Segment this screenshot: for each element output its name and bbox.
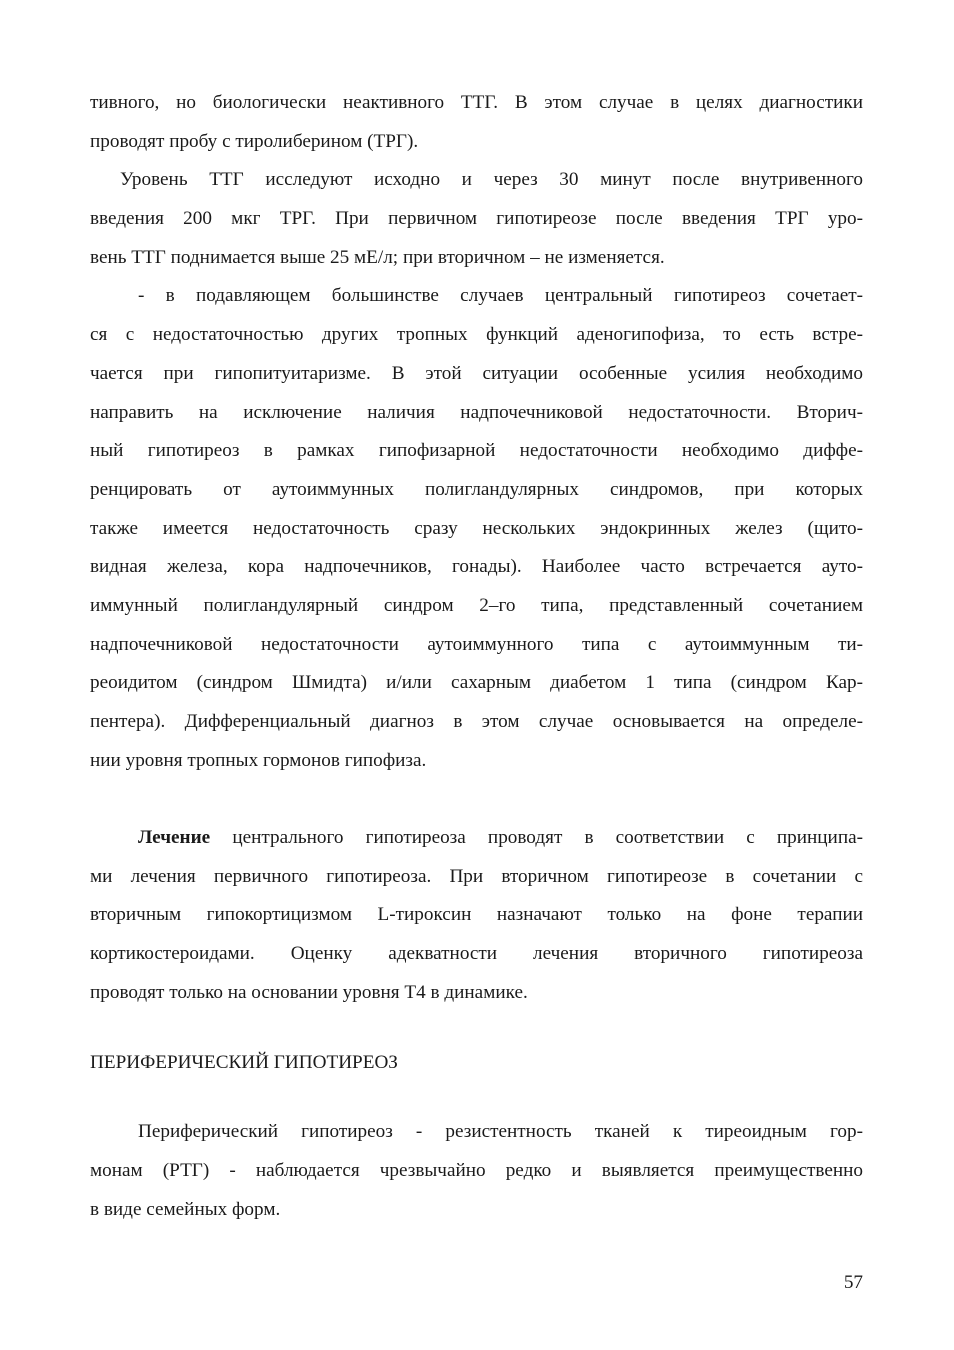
paragraph-continuation <box>90 84 863 161</box>
paragraph-treatment <box>90 819 863 1012</box>
text-line: иммунный полигландулярный синдром 2–го типа, представленный сочетанием <box>90 594 863 616</box>
text-line: также имеется недостаточность сразу нескольких эндокринных желез (щито- <box>90 517 863 539</box>
paragraph-spacer <box>90 1013 863 1044</box>
text-line: монам (РТГ) - наблюдается чрезвычайно редко и выявляется преимущественно <box>90 1159 863 1181</box>
paragraph-ttg-test <box>90 161 863 277</box>
text-line: тивного, но биологически неактивного ТТГ. В этом случае в целях диагностики <box>90 92 863 113</box>
text-line: ся с недостаточностью других тропных функций аденогипофиза, то есть встре- <box>90 324 863 346</box>
page-number: 57 <box>843 1272 863 1293</box>
text-line: вторичным гипокортицизмом L-тироксин назначают только на фоне терапии <box>90 904 863 926</box>
text-line: нии уровня тропных гормонов гипофиза. <box>90 749 427 771</box>
text-line: видная железа, кора надпочечников, гонады). Наиболее часто встречается ауто- <box>90 556 863 578</box>
text-line: ми лечения первичного гипотиреоза. При вторичном гипотиреозе в сочетании с <box>90 865 863 887</box>
text-line: Уровень ТТГ исследуют исходно и через 30 минут после внутривенного <box>120 169 863 191</box>
text-line: ренцировать от аутоиммунных полигландулярных синдромов, при которых <box>90 478 863 500</box>
paragraph-spacer <box>90 780 863 819</box>
text-line: Периферический гипотиреоз - резистентность тканей к тиреоидным гор- <box>138 1121 863 1143</box>
text-line: кортикостероидами. Оценку адекватности лечения вторичного гипотиреоза <box>90 943 863 965</box>
section-heading: ПЕРИФЕРИЧЕСКИЙ ГИПОТИРЕОЗ <box>90 1051 398 1073</box>
text-line: введения 200 мкг ТРГ. При первичном гипотиреозе после введения ТРГ уро- <box>90 208 863 230</box>
text-line: направить на исключение наличия надпочечниковой недостаточности. Вторич- <box>90 401 863 423</box>
text-line: проводят только на основании уровня Т4 в динамике. <box>90 981 528 1003</box>
paragraph-peripheral-hypothyroidism <box>90 1113 863 1229</box>
text-line: чается при гипопитуитаризме. В этой ситуации особенные усилия необходимо <box>90 362 863 384</box>
text-line: надпочечниковой недостаточности аутоиммунного типа с аутоиммунным ти- <box>90 633 863 655</box>
treatment-lead-term: Лечение <box>138 827 211 849</box>
text-line: проводят пробу с тиролиберином (ТРГ). <box>90 130 419 152</box>
paragraph-central-hypothyroidism <box>90 277 863 780</box>
text-line: ный гипотиреоз в рамках гипофизарной недостаточности необходимо диффе- <box>90 440 863 462</box>
document-page <box>90 84 863 1229</box>
text-line: реоидитом (синдром Шмидта) и/или сахарным диабетом 1 типа (синдром Кар- <box>90 672 863 694</box>
paragraph-spacer <box>90 1082 863 1113</box>
text-line: в виде семейных форм. <box>90 1198 281 1220</box>
treatment-first-line-text: центрального гипотиреоза проводят в соответствии с принципа- <box>210 827 863 849</box>
text-line: вень ТТГ поднимается выше 25 мЕ/л; при вторичном – не изменяется. <box>90 246 665 268</box>
text-line: пентера). Дифференциальный диагноз в этом случае основывается на определе- <box>90 711 863 732</box>
text-line: - в подавляющем большинстве случаев центральный гипотиреоз сочетает- <box>138 285 863 307</box>
text-line <box>90 819 863 858</box>
